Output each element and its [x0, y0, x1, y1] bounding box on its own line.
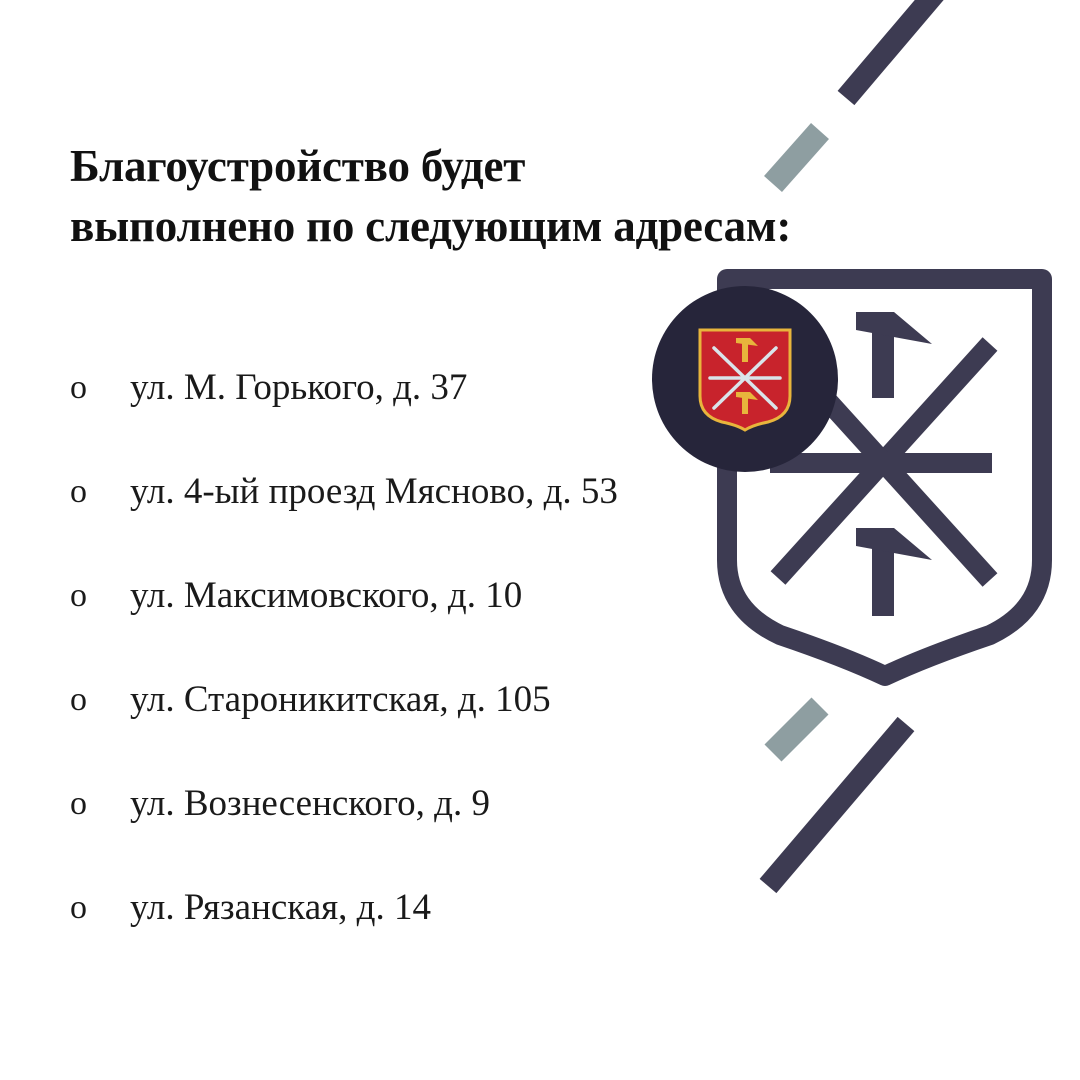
bullet-circle-icon: o	[70, 785, 87, 822]
list-item	[70, 674, 618, 778]
bullet-circle-icon: o	[70, 681, 87, 718]
address-text: ул. М. Горького, д. 37	[130, 367, 468, 408]
address-text: ул. Староникитская, д. 105	[130, 679, 551, 720]
address-text: ул. Рязанская, д. 14	[130, 887, 431, 928]
shield-hammer-top	[856, 312, 932, 398]
shield-hammer-bottom	[856, 528, 932, 616]
list-item	[70, 466, 618, 570]
page-title-line-1: Благоустройство будет	[70, 141, 526, 191]
diagonal-stripe-top	[846, 0, 936, 98]
list-item	[70, 882, 618, 986]
list-item	[70, 570, 618, 674]
address-text: ул. 4-ый проезд Мясново, д. 53	[130, 471, 618, 512]
page-title	[70, 136, 970, 256]
address-text: ул. Максимовского, д. 10	[130, 575, 523, 616]
list-item	[70, 778, 618, 882]
gray-accent-bottom	[773, 706, 820, 753]
page-title-line-2: выполнено по следующим адресам:	[70, 201, 792, 251]
emblem-badge	[652, 286, 838, 472]
tula-coat-of-arms-icon	[698, 326, 792, 432]
bullet-circle-icon: o	[70, 889, 87, 926]
list-item	[70, 362, 618, 466]
address-text: ул. Вознесенского, д. 9	[130, 783, 490, 824]
bullet-circle-icon: o	[70, 473, 87, 510]
bullet-circle-icon: o	[70, 577, 87, 614]
bullet-circle-icon: o	[70, 369, 87, 406]
address-list	[70, 362, 618, 986]
